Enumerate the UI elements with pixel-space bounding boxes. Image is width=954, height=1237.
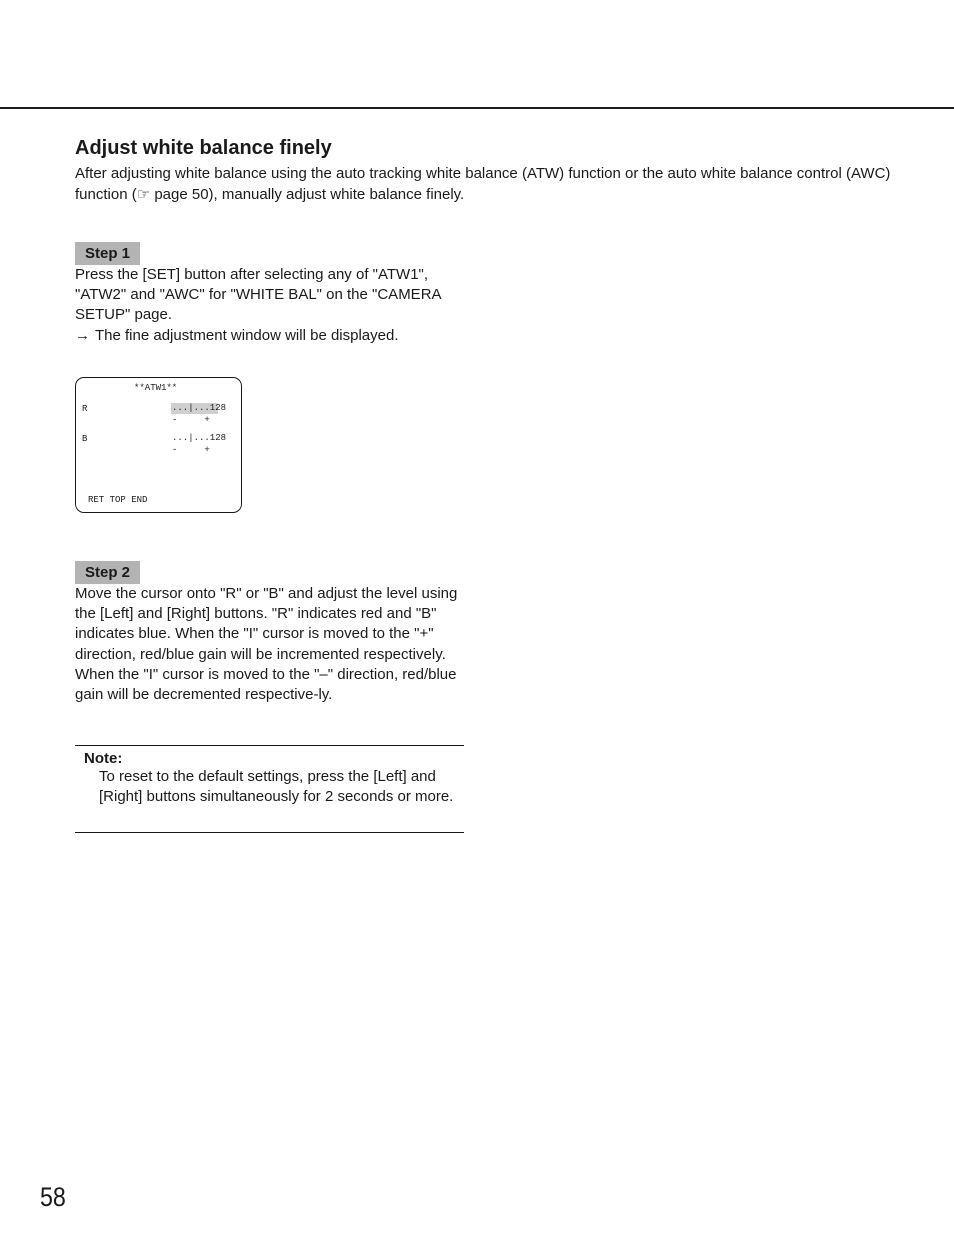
header-rule — [0, 107, 954, 109]
osd-b-minus-plus: - + — [172, 445, 210, 455]
note-text: To reset to the default settings, press the [Left] and [Right] buttons simultaneously for 2 seconds or more. — [99, 768, 454, 806]
osd-r-label: R — [82, 404, 88, 414]
result-arrow-icon: → — [75, 327, 90, 344]
osd-r-level-scale: ...|...128 — [172, 403, 227, 413]
step-2-badge: Step 2 — [75, 561, 140, 584]
step-1-result — [75, 326, 465, 346]
osd-b-level-scale: ...|...128 — [172, 433, 227, 443]
step-2-instructions: Move the cursor onto "R" or "B" and adjust the level using the [Left] and [Right] buttons. "R" indicates red and "B" indicates blue. When the "I" cursor is moved to the "+" direction, red/blue gain will be incremented respectively. When the "I" cursor is moved to the "–" direction, red/blue gain will be decremented respective-ly. — [75, 585, 458, 704]
section-title: Adjust white balance finely — [75, 137, 332, 159]
step-1-result-text: The fine adjustment window will be displayed. — [95, 327, 399, 344]
page-number: 58 — [40, 1182, 66, 1212]
fine-adjustment-osd-screen — [75, 377, 242, 513]
osd-r-minus-plus: - + — [172, 415, 210, 425]
osd-navigation: RET TOP END — [88, 495, 148, 505]
note-box — [75, 745, 464, 833]
section-intro: After adjusting white balance using the auto tracking white balance (ATW) function or the auto white balance control (AWC) function (☞ page 50), manually adjust white balance finely. — [75, 165, 891, 203]
step-1-badge: Step 1 — [75, 242, 140, 265]
osd-b-label: B — [82, 434, 88, 444]
note-label: Note: — [84, 750, 123, 767]
step-1-instructions: Press the [SET] button after selecting any of "ATW1", "ATW2" and "AWC" for "WHITE BAL" on the "CAMERA SETUP" page. — [75, 266, 441, 324]
osd-title: **ATW1** — [134, 383, 178, 393]
